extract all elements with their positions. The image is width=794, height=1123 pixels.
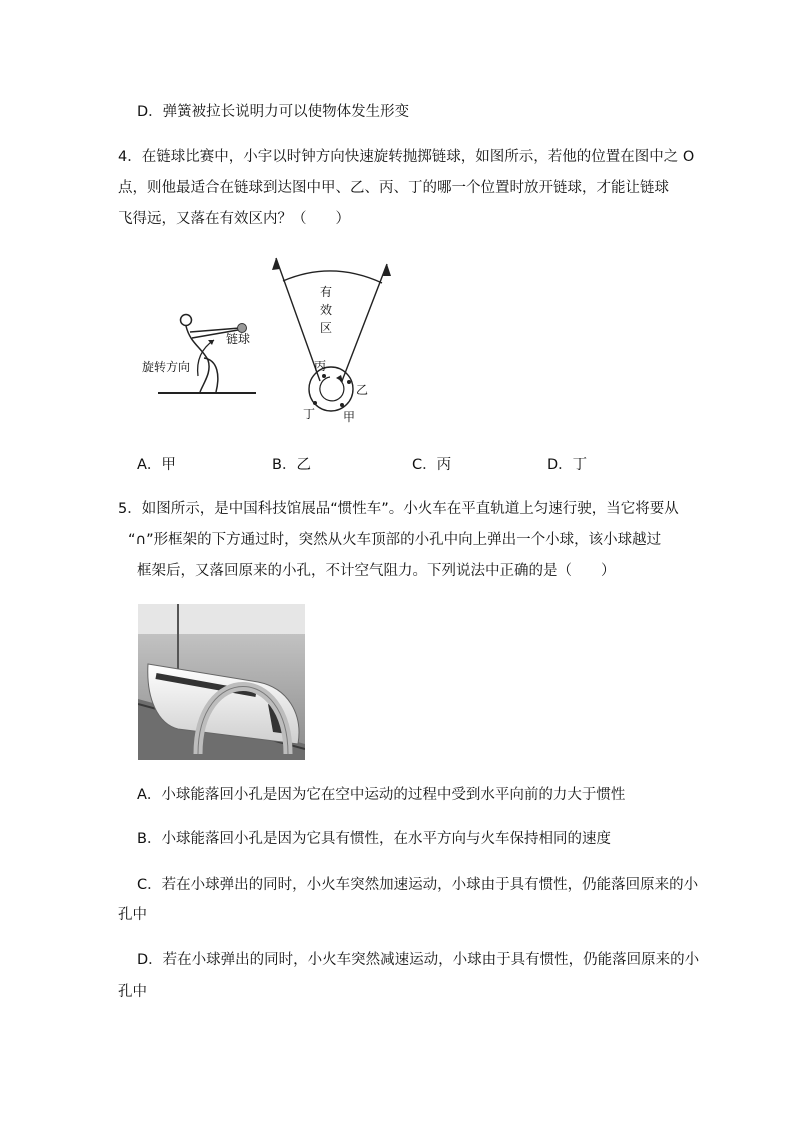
q4-stem-line3: 飞得远，又落在有效区内？（ ） xyxy=(118,211,350,227)
q5-option-a: A．小球能落回小孔是因为它在空中运动的过程中受到水平向前的力大于惯性 xyxy=(137,787,626,803)
q4-option-d: D．丁 xyxy=(547,457,588,473)
label-jia: 甲 xyxy=(343,410,356,424)
point-bing xyxy=(322,374,326,378)
q5-option-c-line1: C．若在小球弹出的同时，小火车突然加速运动，小球由于具有惯性，仍能落回原来的小 xyxy=(137,877,699,893)
label-yi: 乙 xyxy=(356,383,369,397)
label-ding: 丁 xyxy=(303,407,316,421)
q5-stem-line1: 5．如图所示，是中国科技馆展品“惯性车”。小火车在平直轨道上匀速行驶，当它将要从 xyxy=(118,501,679,517)
point-yi xyxy=(347,380,351,384)
q4-option-b: B．乙 xyxy=(272,457,311,473)
label-ball: 链球 xyxy=(226,332,251,346)
label-bing: 丙 xyxy=(314,359,327,373)
q5-option-d-line2: 孔中 xyxy=(118,984,147,1000)
q3-option-d: D．弹簧被拉长说明力可以使物体发生形变 xyxy=(137,104,410,120)
label-direction: 旋转方向 xyxy=(142,360,191,374)
q5-option-c-line2: 孔中 xyxy=(118,907,147,923)
zone-arc xyxy=(283,271,382,283)
label-zone-1: 有 xyxy=(320,285,333,299)
q4-stem-line1: 4．在链球比赛中，小宇以时钟方向快速旋转抛掷链球，如图所示，若他的位置在图中之 O xyxy=(118,149,695,165)
thrower-figure xyxy=(181,315,241,393)
q5-option-b: B．小球能落回小孔是因为它具有惯性，在水平方向与火车保持相同的速度 xyxy=(137,831,611,847)
q5-stem-line3: 框架后，又落回原来的小孔，不计空气阻力。下列说法中正确的是（ ） xyxy=(137,563,616,579)
q5-stem-line2: “∩”形框架的下方通过时，突然从火车顶部的小孔中向上弹出一个小球，该小球越过 xyxy=(128,532,662,548)
inertia-train-photo xyxy=(138,604,305,760)
q4-option-c: C．丙 xyxy=(412,457,452,473)
clockwise-arrowhead xyxy=(336,375,343,382)
q4-option-a: A．甲 xyxy=(137,457,176,473)
point-ding xyxy=(313,401,317,405)
q4-stem-line2: 点，则他最适合在链球到达图中甲、乙、丙、丁的哪一个位置时放开链球，才能让链球 xyxy=(118,180,669,196)
label-zone-3: 区 xyxy=(320,321,333,335)
q5-option-d-line1: D．若在小球弹出的同时，小火车突然减速运动，小球由于具有惯性，仍能落回原来的小 xyxy=(137,952,700,968)
clockwise-arrow xyxy=(320,377,344,401)
hammer-throw-figure xyxy=(130,248,420,433)
point-jia xyxy=(340,403,344,407)
label-zone-2: 效 xyxy=(320,303,333,317)
